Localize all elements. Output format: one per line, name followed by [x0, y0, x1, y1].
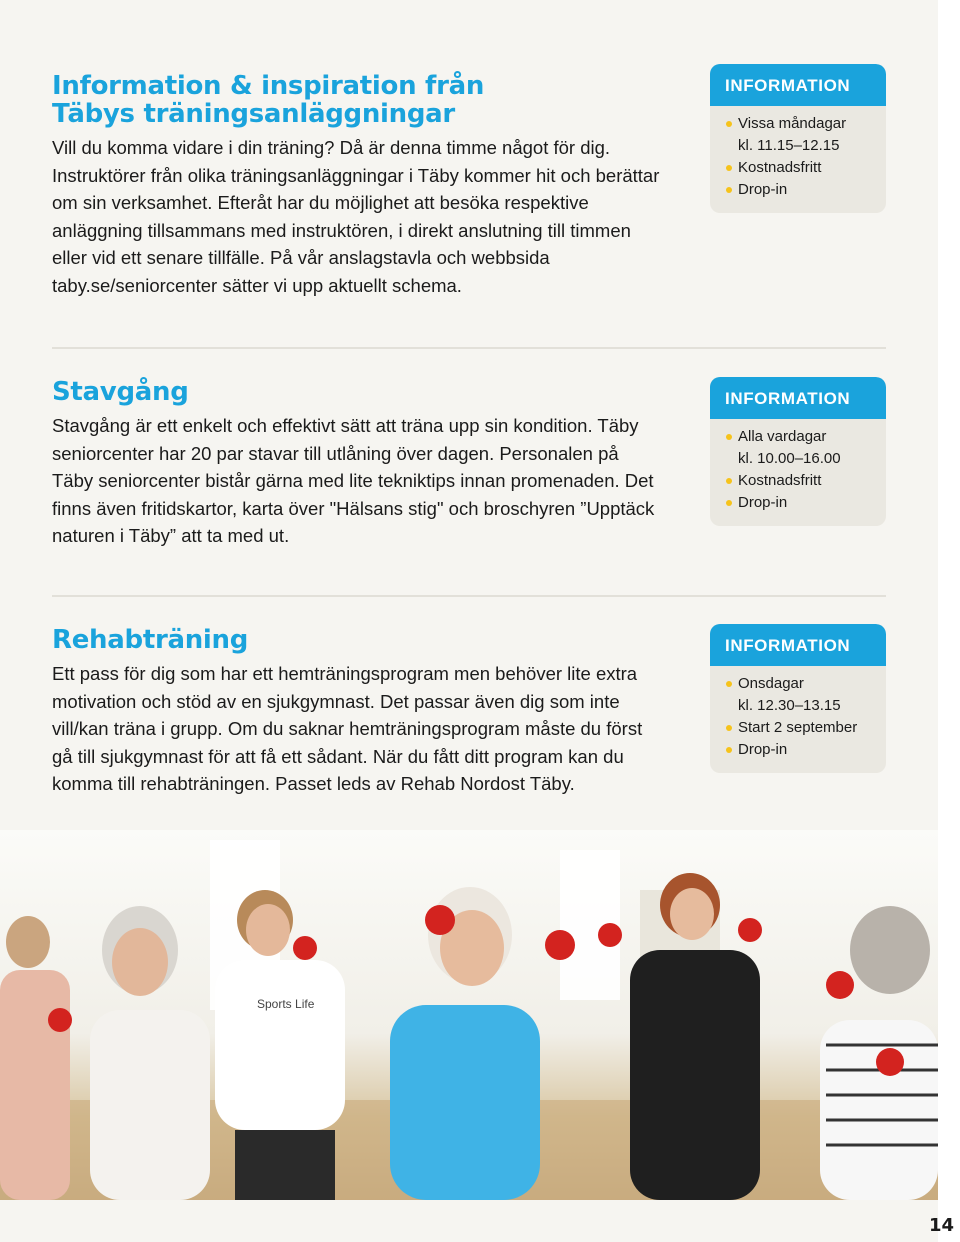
bullet-icon	[726, 187, 732, 193]
info-item: Start 2 september	[726, 717, 876, 739]
bullet-icon	[726, 165, 732, 171]
page-number: 14	[928, 1215, 954, 1236]
exercise-class-photo	[0, 830, 938, 1200]
bullet-icon	[726, 725, 732, 731]
bullet-icon	[726, 478, 732, 484]
info-item: Kostnadsfritt	[726, 157, 876, 179]
info-box	[710, 377, 886, 526]
info-item: Alla vardagar kl. 10.00–16.00	[726, 426, 876, 470]
section-stavgang	[52, 378, 692, 550]
info-list	[710, 419, 886, 526]
section-divider	[52, 347, 886, 349]
section-body: Vill du komma vidare i din träning? Då är denna timme något för dig. Instruktörer från olika träningsanläggningar i Täby kommer hit och berättar om sin verksamhet. Efteråt har du möjlighet att besöka respektive anläggning tillsammans med instruktören, i direkt anslutning till timmen eller vid ett senare tillfälle. På vår anslagstavla och webbsida taby.se/seniorcenter sätter vi upp aktuellt schema.	[52, 137, 660, 296]
section-title: Information & inspiration från Täbys träningsanläggningar	[52, 71, 485, 129]
info-item: Kostnadsfritt	[726, 470, 876, 492]
bullet-icon	[726, 434, 732, 440]
info-item: Onsdagar kl. 12.30–13.15	[726, 673, 876, 717]
info-heading: INFORMATION	[710, 624, 886, 666]
bullet-icon	[726, 747, 732, 753]
shirt-print: Sports Life	[257, 997, 315, 1011]
section-title: Rehabträning	[52, 625, 249, 655]
section-body: Stavgång är ett enkelt och effektivt sätt att träna upp sin kondition. Täby seniorcenter har 20 par stavar till utlåning över dagen. Personalen på Täby seniorcenter bistår gärna med lite tekniktips innan promenaden. Det finns även fritidskartor, karta över "Hälsans stig" och broschyren ”Upptäck naturen i Täby” att ta med ut.	[52, 415, 655, 546]
info-box	[710, 64, 886, 213]
info-item: Drop-in	[726, 492, 876, 514]
section-traningsanlaggningar	[52, 72, 692, 299]
info-item: Vissa måndagar kl. 11.15–12.15	[726, 113, 876, 157]
section-divider	[52, 595, 886, 597]
bullet-icon	[726, 500, 732, 506]
info-list	[710, 666, 886, 773]
photo-illustration	[0, 830, 938, 1200]
info-heading: INFORMATION	[710, 377, 886, 419]
info-box	[710, 624, 886, 773]
info-list	[710, 106, 886, 213]
section-rehabtraning	[52, 626, 692, 798]
info-item: Drop-in	[726, 179, 876, 201]
section-title: Stavgång	[52, 377, 189, 407]
section-body: Ett pass för dig som har ett hemträningsprogram men behöver lite extra motivation och stöd av en sjukgymnast. Det passar även dig som inte vill/kan träna i grupp. Om du saknar hemträningsprogram måste du först gå till sjukgymnast för att få ett sådant. När du fått ditt program kan du komma till rehabträningen. Passet leds av Rehab Nordost Täby.	[52, 663, 643, 794]
info-heading: INFORMATION	[710, 64, 886, 106]
info-item: Drop-in	[726, 739, 876, 761]
bullet-icon	[726, 121, 732, 127]
bullet-icon	[726, 681, 732, 687]
